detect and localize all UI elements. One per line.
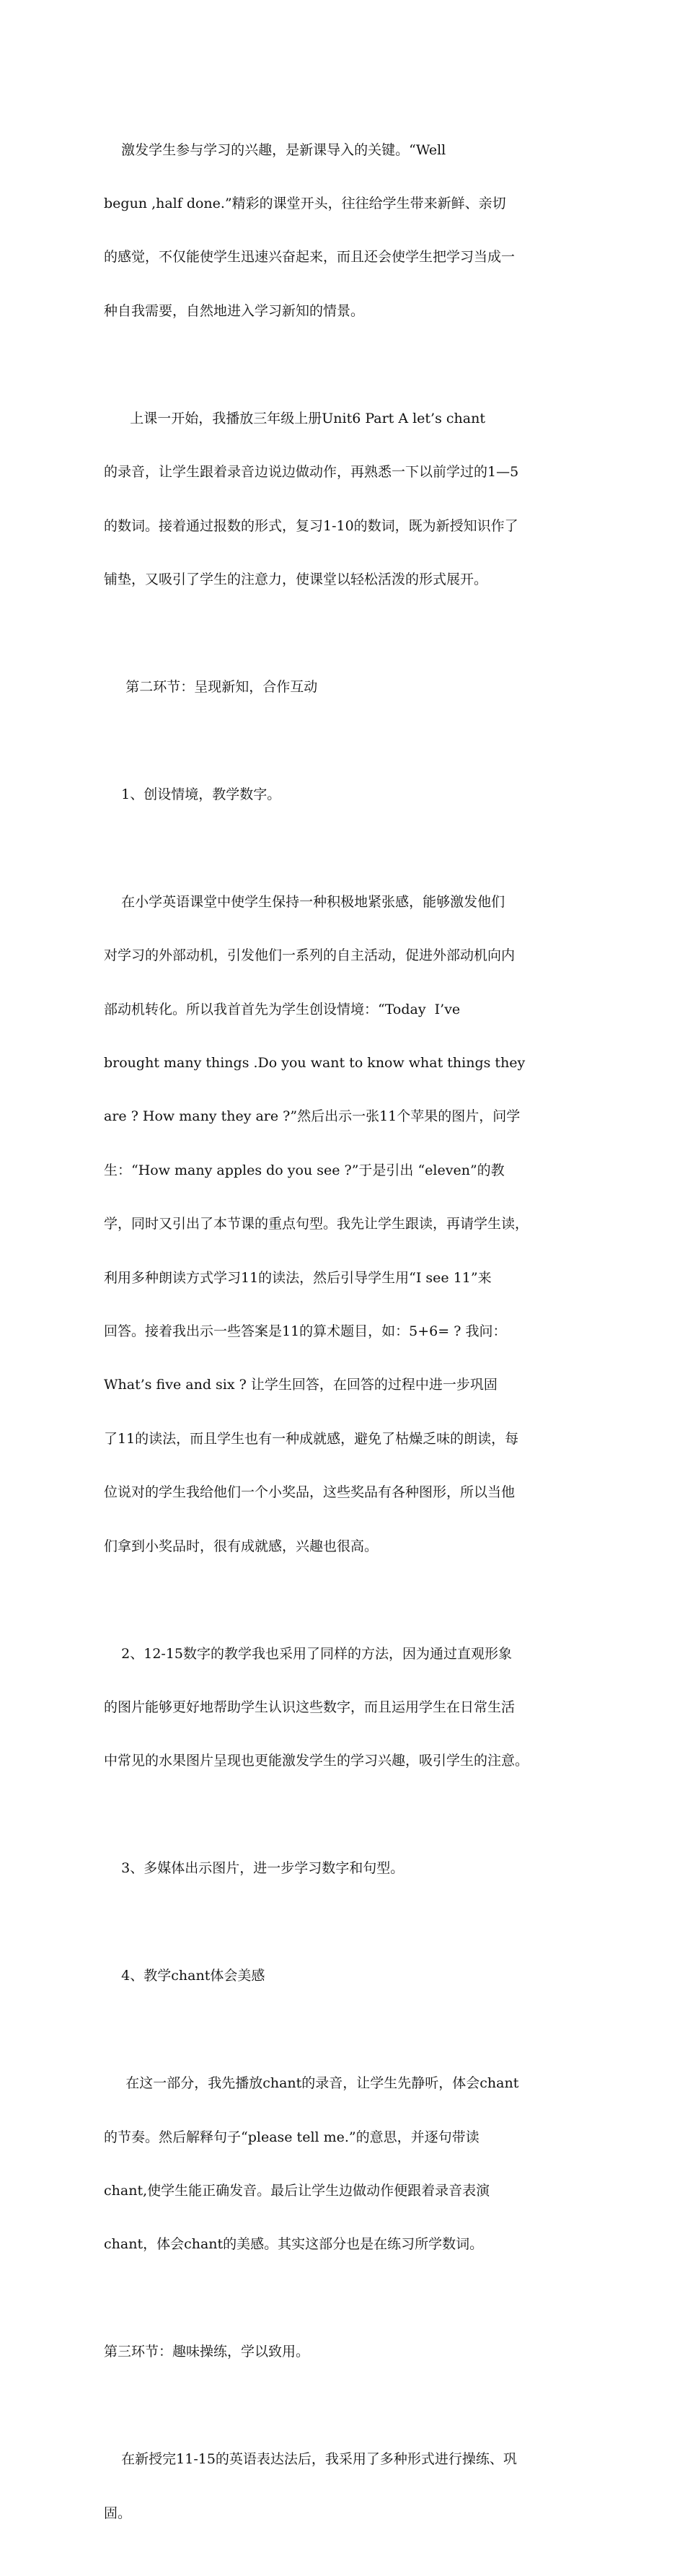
paragraph-situation <box>104 857 587 1591</box>
text-line: 了11的读法，而且学生也有一种成就感，避免了枯燥乏味的朗读，每 <box>104 1430 519 1447</box>
heading-line: 1、创设情境，教学数字。 <box>104 786 281 802</box>
text-line: are ? How many they are ?”然后出示一张11个苹果的图片，问学 <box>104 1108 521 1125</box>
text-line: 2、12-15数字的教学我也采用了同样的方法，因为通过直观形象 <box>104 1645 513 1662</box>
text-line: 铺垫，又吸引了学生的注意力，使课堂以轻松活泼的形式展开。 <box>104 571 488 587</box>
paragraph-class-start <box>104 374 587 624</box>
text-line: brought many things .Do you want to know what things they <box>104 1055 526 1072</box>
text-line: 上课一开始，我播放三年级上册Unit6 Part A let’s chant <box>104 410 485 426</box>
heading-line: 第三环节：趣味操练，学以致用。 <box>104 2344 310 2360</box>
text-line: 学，同时又引出了本节课的重点句型。我先让学生跟读，再请学生读， <box>104 1216 529 1232</box>
paragraph-chant <box>104 2039 587 2290</box>
text-line: What’s five and six ? 让学生回答，在回答的过程中进一步巩固 <box>104 1377 498 1393</box>
text-line: 的数词。接着通过报数的形式，复习1-10的数词，既为新授知识作了 <box>104 517 518 534</box>
text-line: 生：“How many apples do you see ?”于是引出 “eleven”的教 <box>104 1162 505 1178</box>
subheading-4 <box>104 1932 587 2021</box>
text-line: 在小学英语课堂中使学生保持一种积极地紧张感，能够激发他们 <box>104 893 505 910</box>
text-line: 在这一部分，我先播放chant的录音，让学生先静听，体会chant <box>104 2075 519 2092</box>
text-line: chant,使学生能正确发音。最后让学生边做动作便跟着录音表演 <box>104 2183 490 2199</box>
paragraph-intro <box>104 105 587 356</box>
text-line: 种自我需要，自然地进入学习新知的情景。 <box>104 302 365 319</box>
text-line: 位说对的学生我给他们一个小奖品，这些奖品有各种图形，所以当他 <box>104 1484 516 1501</box>
paragraph-practice <box>104 2415 587 2558</box>
document-page <box>104 105 587 2576</box>
subheading-3 <box>104 1824 587 1914</box>
section-heading-2 <box>104 642 587 732</box>
text-line: 的图片能够更好地帮助学生认识这些数字，而且运用学生在日常生活 <box>104 1699 516 1715</box>
paragraph-numbers-12-15 <box>104 1609 587 1806</box>
text-line: 的录音，让学生跟着录音边说边做动作，再熟悉一下以前学过的1—5 <box>104 464 519 481</box>
text-line: 的感觉，不仅能使学生迅速兴奋起来，而且还会使学生把学习当成一 <box>104 249 516 266</box>
heading-line: 3、多媒体出示图片，进一步学习数字和句型。 <box>104 1860 405 1877</box>
subheading-1 <box>104 750 587 839</box>
text-line: chant，体会chant的美感。其实这部分也是在练习所学数词。 <box>104 2236 484 2253</box>
text-line: 们拿到小奖品时，很有成就感，兴趣也很高。 <box>104 1538 379 1554</box>
heading-line: 第二环节：呈现新知，合作互动 <box>104 678 318 695</box>
section-heading-3 <box>104 2308 587 2397</box>
text-line: 在新授完11-15的英语表达法后，我采用了多种形式进行操练、巩 <box>104 2451 517 2468</box>
text-line: 对学习的外部动机，引发他们一系列的自主活动，促进外部动机向内 <box>104 947 516 964</box>
text-line: 的节奏。然后解释句子“please tell me.”的意思，并逐句带读 <box>104 2129 480 2145</box>
text-line: begun ,half done.”精彩的课堂开头，往往给学生带来新鲜、亲切 <box>104 195 506 211</box>
text-line: 中常见的水果图片呈现也更能激发学生的学习兴趣，吸引学生的注意。 <box>104 1753 529 1769</box>
text-line: 固。 <box>104 2505 132 2521</box>
text-line: 部动机转化。所以我首首先为学生创设情境：“Today I’ve <box>104 1001 461 1017</box>
text-line: 激发学生参与学习的兴趣，是新课导入的关键。“Well <box>104 141 446 158</box>
text-line: 回答。接着我出示一些答案是11的算术题目，如：5+6= ? 我问： <box>104 1323 507 1339</box>
heading-line: 4、教学chant体会美感 <box>104 1968 265 1984</box>
text-line: 利用多种朗读方式学习11的读法，然后引导学生用“I see 11”来 <box>104 1269 492 1286</box>
